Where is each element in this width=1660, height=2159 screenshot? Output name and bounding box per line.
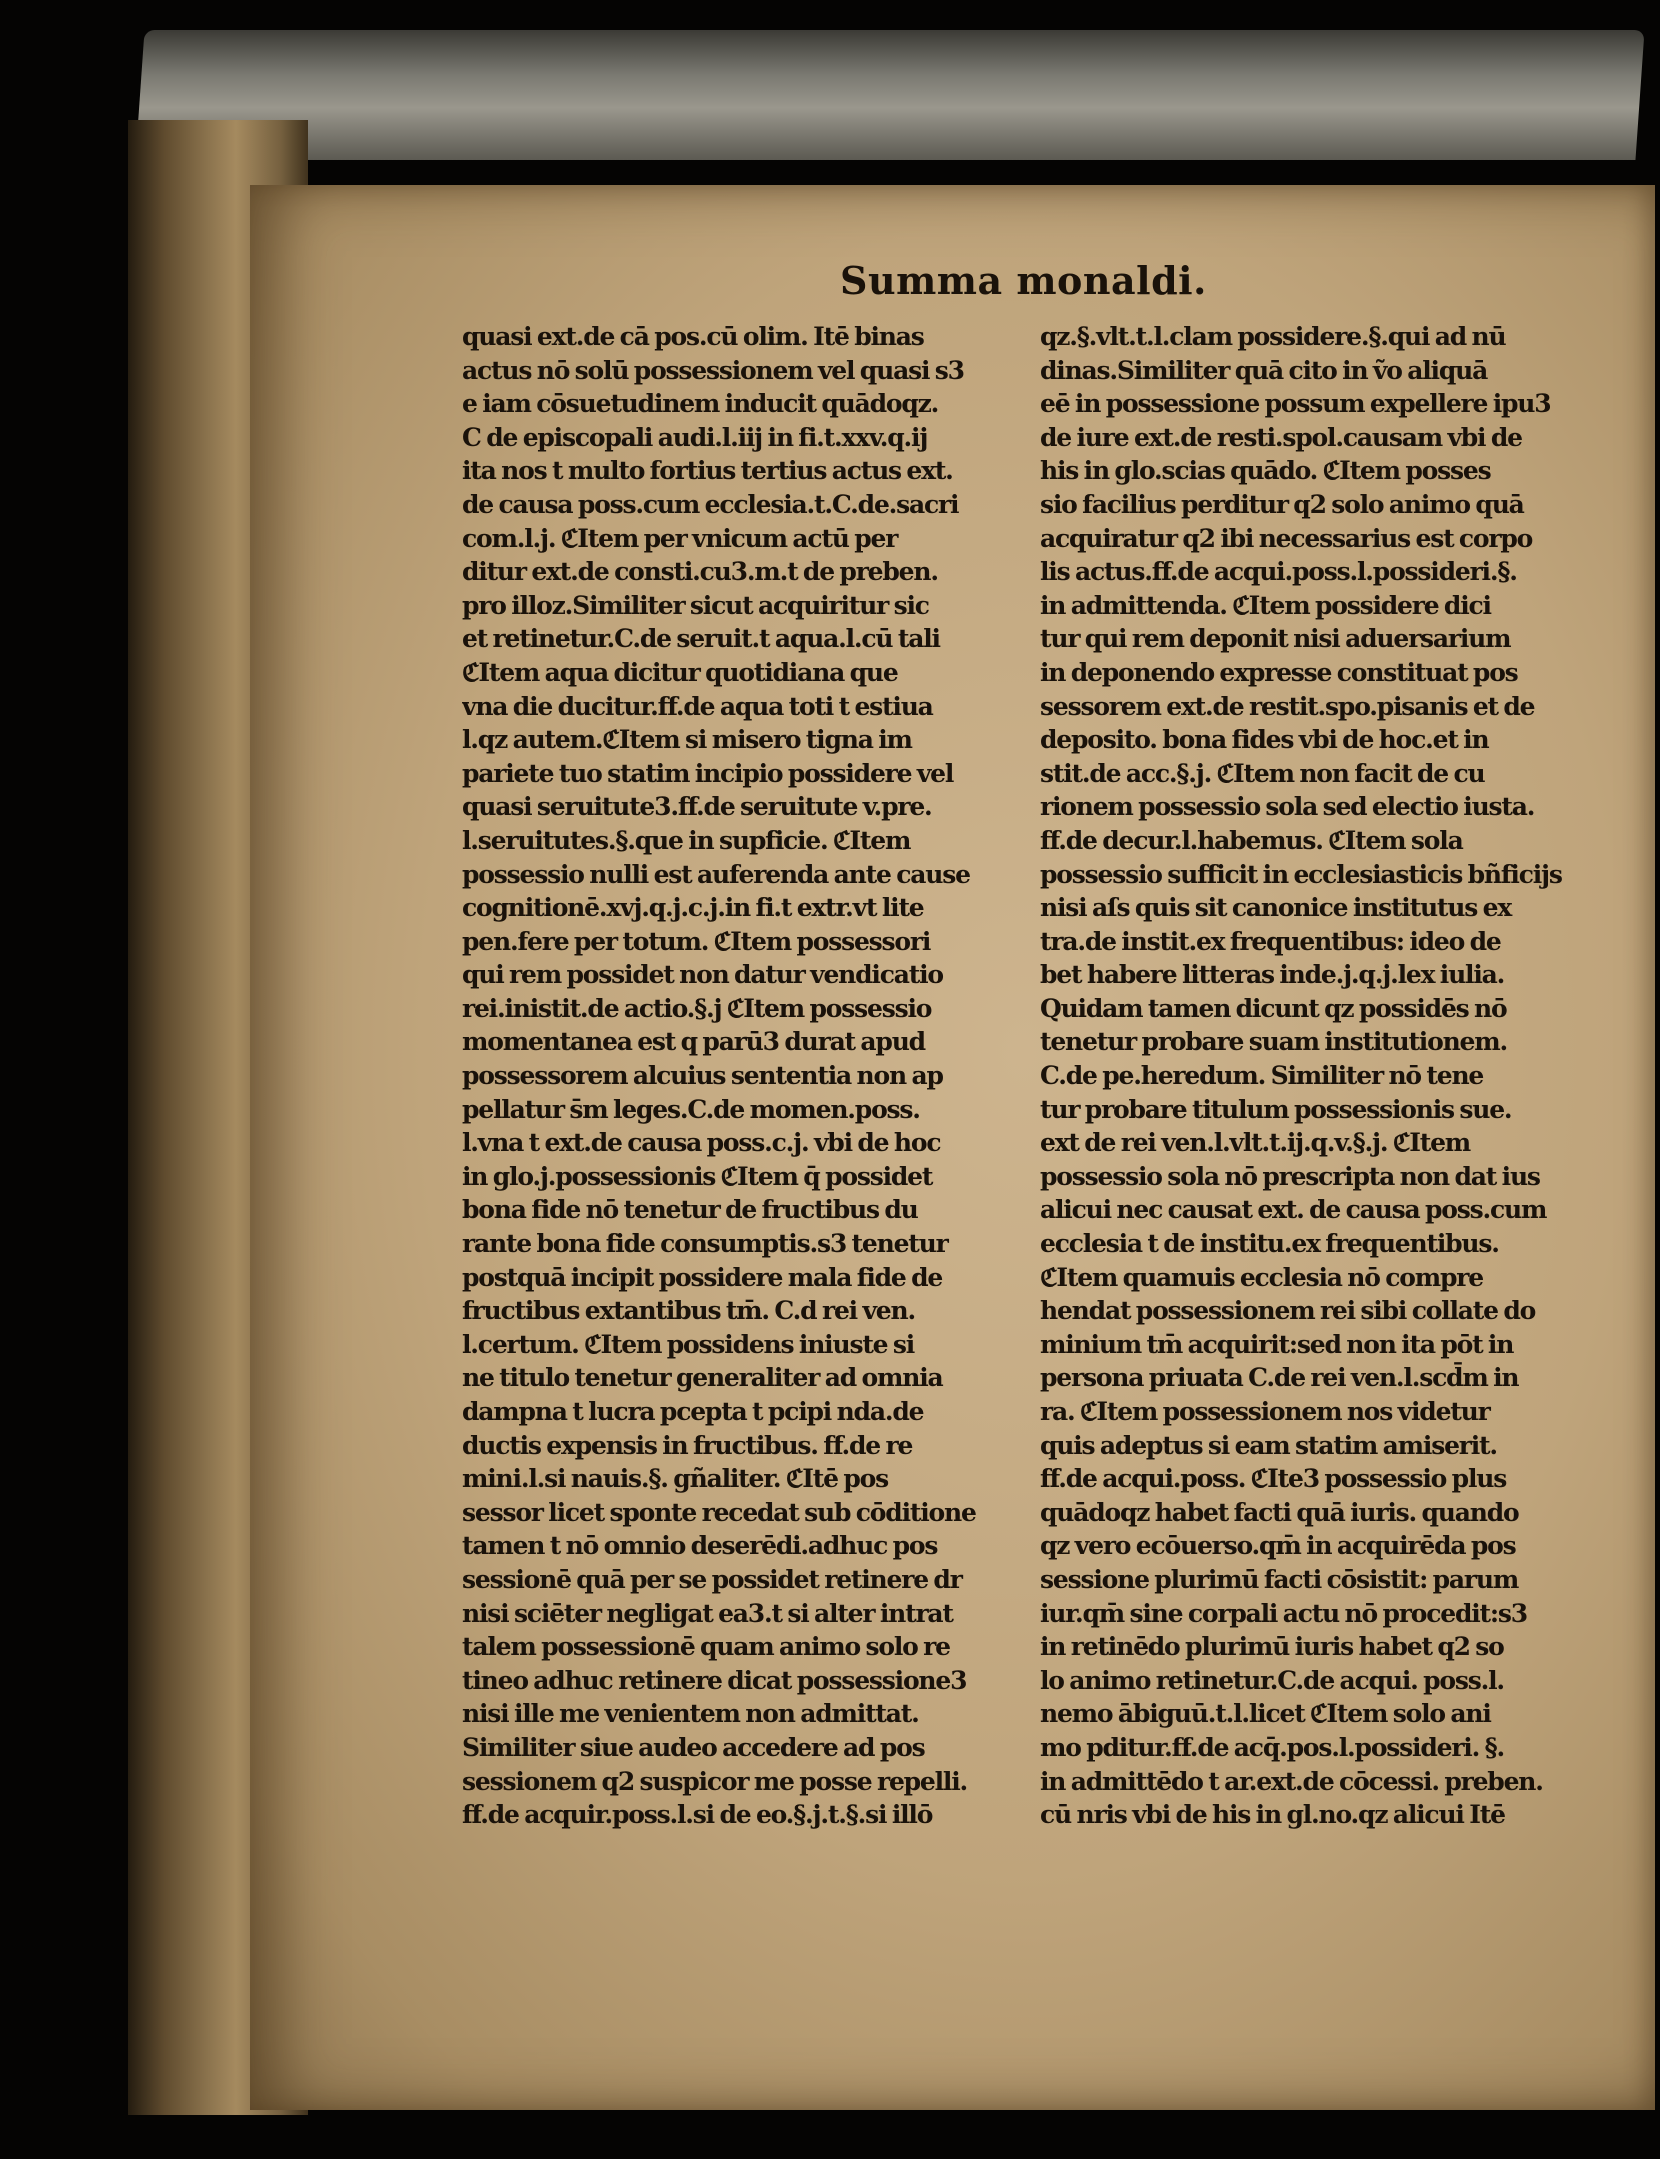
text-line: in glo.j.possessionis ℭItem q̄ possidet xyxy=(462,1161,933,1191)
text-line: lis actus.ff.de acqui.poss.l.possideri.§. xyxy=(1040,557,1517,587)
text-line: qui rem possidet non datur vendicatio xyxy=(462,960,943,990)
text-line: com.l.j. ℭItem per vnicum actū per xyxy=(462,523,898,553)
text-line: ff.de acqui.poss. ℭIte3 possessio plus xyxy=(1040,1464,1507,1494)
text-line: in retinēdo plurimū iuris habet q2 so xyxy=(1040,1632,1504,1662)
text-line: nisi aſs quis sit canonice institutus ex xyxy=(1040,893,1512,923)
text-line: fructibus extantibus tm̄. C.d rei ven. xyxy=(462,1296,915,1326)
text-line: l.certum. ℭItem possidens iniuste si xyxy=(462,1329,915,1359)
book-top-edge xyxy=(135,30,1644,160)
text-line: postquā incipit possidere mala fide de xyxy=(462,1262,943,1292)
text-line: rionem possessio sola sed electio iusta. xyxy=(1040,792,1535,822)
text-line: pellatur s̄m leges.C.de momen.poss. xyxy=(462,1094,920,1124)
text-line: tineo adhuc retinere dicat possessione3 xyxy=(462,1665,967,1695)
text-line: momentanea est q parū3 durat apud xyxy=(462,1027,925,1057)
text-line: quādoqz habet facti quā iuris. quando xyxy=(1040,1497,1519,1527)
text-line: de causa poss.cum ecclesia.t.C.de.sacri xyxy=(462,489,959,519)
text-line: sessione plurimū facti cōsistit: parum xyxy=(1040,1564,1519,1594)
text-line: nisi sciēter negligat ea3.t si alter intrat xyxy=(462,1598,953,1628)
text-line: sio facilius perditur q2 solo animo quā xyxy=(1040,489,1524,519)
text-line: talem possessionē quam animo solo re xyxy=(462,1632,950,1662)
text-line: stit.de acc.§.j. ℭItem non facit de cu xyxy=(1040,758,1485,788)
text-line: ff.de decur.l.habemus. ℭItem sola xyxy=(1040,825,1463,855)
text-line: tamen t nō omnio deserēdi.adhuc pos xyxy=(462,1531,938,1561)
text-line: ecclesia t de institu.ex frequentibus. xyxy=(1040,1229,1499,1259)
text-line: e iam cōsuetudinem inducit quādoqz. xyxy=(462,389,939,419)
text-line: ℭItem quamuis ecclesia nō compre xyxy=(1040,1262,1483,1292)
text-line: nemo ābiguū.t.l.licet ℭItem solo ani xyxy=(1040,1699,1491,1729)
text-line: ductis expensis in fructibus. ff.de re xyxy=(462,1430,913,1460)
text-line: ra. ℭItem possessionem nos videtur xyxy=(1040,1397,1490,1426)
text-line: possessio sola nō prescripta non dat ius xyxy=(1040,1161,1540,1191)
text-line: sessionē quā per se possidet retinere dr xyxy=(462,1564,962,1594)
text-line: quasi ext.de cā pos.cū olim. Itē binas xyxy=(462,322,924,351)
text-line: C.de pe.heredum. Similiter nō tene xyxy=(1040,1061,1484,1091)
text-line: sessorem ext.de restit.spo.pisanis et de xyxy=(1040,691,1535,721)
text-line: in deponendo expresse constituat pos xyxy=(1040,657,1518,687)
text-column-right xyxy=(1040,320,1600,1840)
text-line: quasi seruitute3.ff.de seruitute v.pre. xyxy=(462,792,932,822)
text-line: dinas.Similiter quā cito in ṽo aliquā xyxy=(1040,355,1488,385)
text-line: eē in possessione possum expellere ipu3 xyxy=(1040,389,1551,419)
text-line: ita nos t multo fortius tertius actus ext. xyxy=(462,456,953,486)
text-line: ℭItem aqua dicitur quotidiana que xyxy=(462,657,898,687)
text-line: bona fide nō tenetur de fructibus du xyxy=(462,1195,918,1225)
text-line: deposito. bona fides vbi de hoc.et in xyxy=(1040,725,1489,755)
text-line: l.vna t ext.de causa poss.c.j. vbi de hoc xyxy=(462,1128,941,1158)
text-line: tenetur probare suam institutionem. xyxy=(1040,1027,1508,1057)
text-line: dampna t lucra pcepta t pcipi nda.de xyxy=(462,1397,924,1426)
text-line: ne titulo tenetur generaliter ad omnia xyxy=(462,1363,943,1393)
text-line: hendat possessionem rei sibi collate do xyxy=(1040,1296,1536,1326)
text-line: ditur ext.de consti.cu3.m.t de preben. xyxy=(462,557,938,587)
text-line: l.seruitutes.§.que in supficie. ℭItem xyxy=(462,825,911,855)
text-line: quis adeptus si eam statim amiserit. xyxy=(1040,1430,1497,1460)
text-line: Similiter siue audeo accedere ad pos xyxy=(462,1732,925,1762)
text-line: acquiratur q2 ibi necessarius est corpo xyxy=(1040,523,1533,553)
text-line: bet habere litteras inde.j.q.j.lex iulia. xyxy=(1040,960,1505,990)
text-line: tur qui rem deponit nisi aduersarium xyxy=(1040,624,1511,654)
text-line: possessorem alcuius sententia non ap xyxy=(462,1061,943,1091)
text-line: pen.fere per totum. ℭItem possessori xyxy=(462,926,931,956)
text-line: actus nō solū possessionem vel quasi s3 xyxy=(462,355,964,385)
text-line: rante bona fide consumptis.s3 tenetur xyxy=(462,1229,948,1259)
text-line: vna die ducitur.ff.de aqua toti t estiua xyxy=(462,691,933,721)
text-line: qz vero ecōuerso.qm̄ in acquirēda pos xyxy=(1040,1531,1516,1561)
text-line: pariete tuo statim incipio possidere vel xyxy=(462,758,954,788)
text-column-left xyxy=(462,320,1022,1840)
text-line: sessor licet sponte recedat sub cōditione xyxy=(462,1497,976,1527)
text-line: possessio sufficit in ecclesiasticis bñficijs xyxy=(1040,859,1562,889)
text-line: cū nris vbi de his in gl.no.qz alicui Itē xyxy=(1040,1800,1505,1830)
text-line: lo animo retinetur.C.de acqui. poss.l. xyxy=(1040,1665,1504,1695)
text-line: possessio nulli est auferenda ante cause xyxy=(462,859,970,889)
text-line: tra.de instit.ex frequentibus: ideo de xyxy=(1040,926,1501,956)
text-line: his in glo.scias quādo. ℭItem posses xyxy=(1040,456,1491,486)
text-line: pro illoz.Similiter sicut acquiritur sic xyxy=(462,590,929,620)
text-line: minium tm̄ acquirit:sed non ita pōt in xyxy=(1040,1329,1514,1359)
text-line: qz.§.vlt.t.l.clam possidere.§.qui ad nū xyxy=(1040,322,1506,351)
text-line: alicui nec causat ext. de causa poss.cum xyxy=(1040,1195,1547,1225)
text-line: mo pditur.ff.de acq̄.pos.l.possideri. §. xyxy=(1040,1732,1504,1762)
running-head: Summa monaldi. xyxy=(840,258,1207,303)
text-line: nisi ille me venientem non admittat. xyxy=(462,1699,919,1729)
text-line: in admittēdo t ar.ext.de cōcessi. preben. xyxy=(1040,1766,1543,1796)
text-line: persona priuata C.de rei ven.l.scd̄m in xyxy=(1040,1363,1519,1393)
text-line: in admittenda. ℭItem possidere dici xyxy=(1040,590,1491,620)
text-line: ff.de acquir.poss.l.si de eo.§.j.t.§.si illō xyxy=(462,1800,933,1830)
text-line: rei.inistit.de actio.§.j ℭItem possessio xyxy=(462,993,932,1023)
text-line: C de episcopali audi.l.iij in fi.t.xxv.q.ij xyxy=(462,422,928,452)
text-line: et retinetur.C.de seruit.t aqua.l.cū tali xyxy=(462,624,940,654)
text-line: ext de rei ven.l.vlt.t.ij.q.v.§.j. ℭItem xyxy=(1040,1128,1471,1158)
text-line: mini.l.si nauis.§. gñaliter. ℭItē pos xyxy=(462,1464,888,1494)
text-line: cognitionē.xvj.q.j.c.j.in fi.t extr.vt lite xyxy=(462,893,924,923)
text-line: l.qz autem.ℭItem si misero tigna im xyxy=(462,725,912,755)
text-line: de iure ext.de resti.spol.causam vbi de xyxy=(1040,422,1522,452)
text-line: iur.qm̄ sine corpali actu nō procedit:s3 xyxy=(1040,1598,1527,1628)
text-line: Quidam tamen dicunt qz possidēs nō xyxy=(1040,993,1507,1023)
text-line: tur probare titulum possessionis sue. xyxy=(1040,1094,1512,1124)
text-line: sessionem q2 suspicor me posse repelli. xyxy=(462,1766,968,1796)
